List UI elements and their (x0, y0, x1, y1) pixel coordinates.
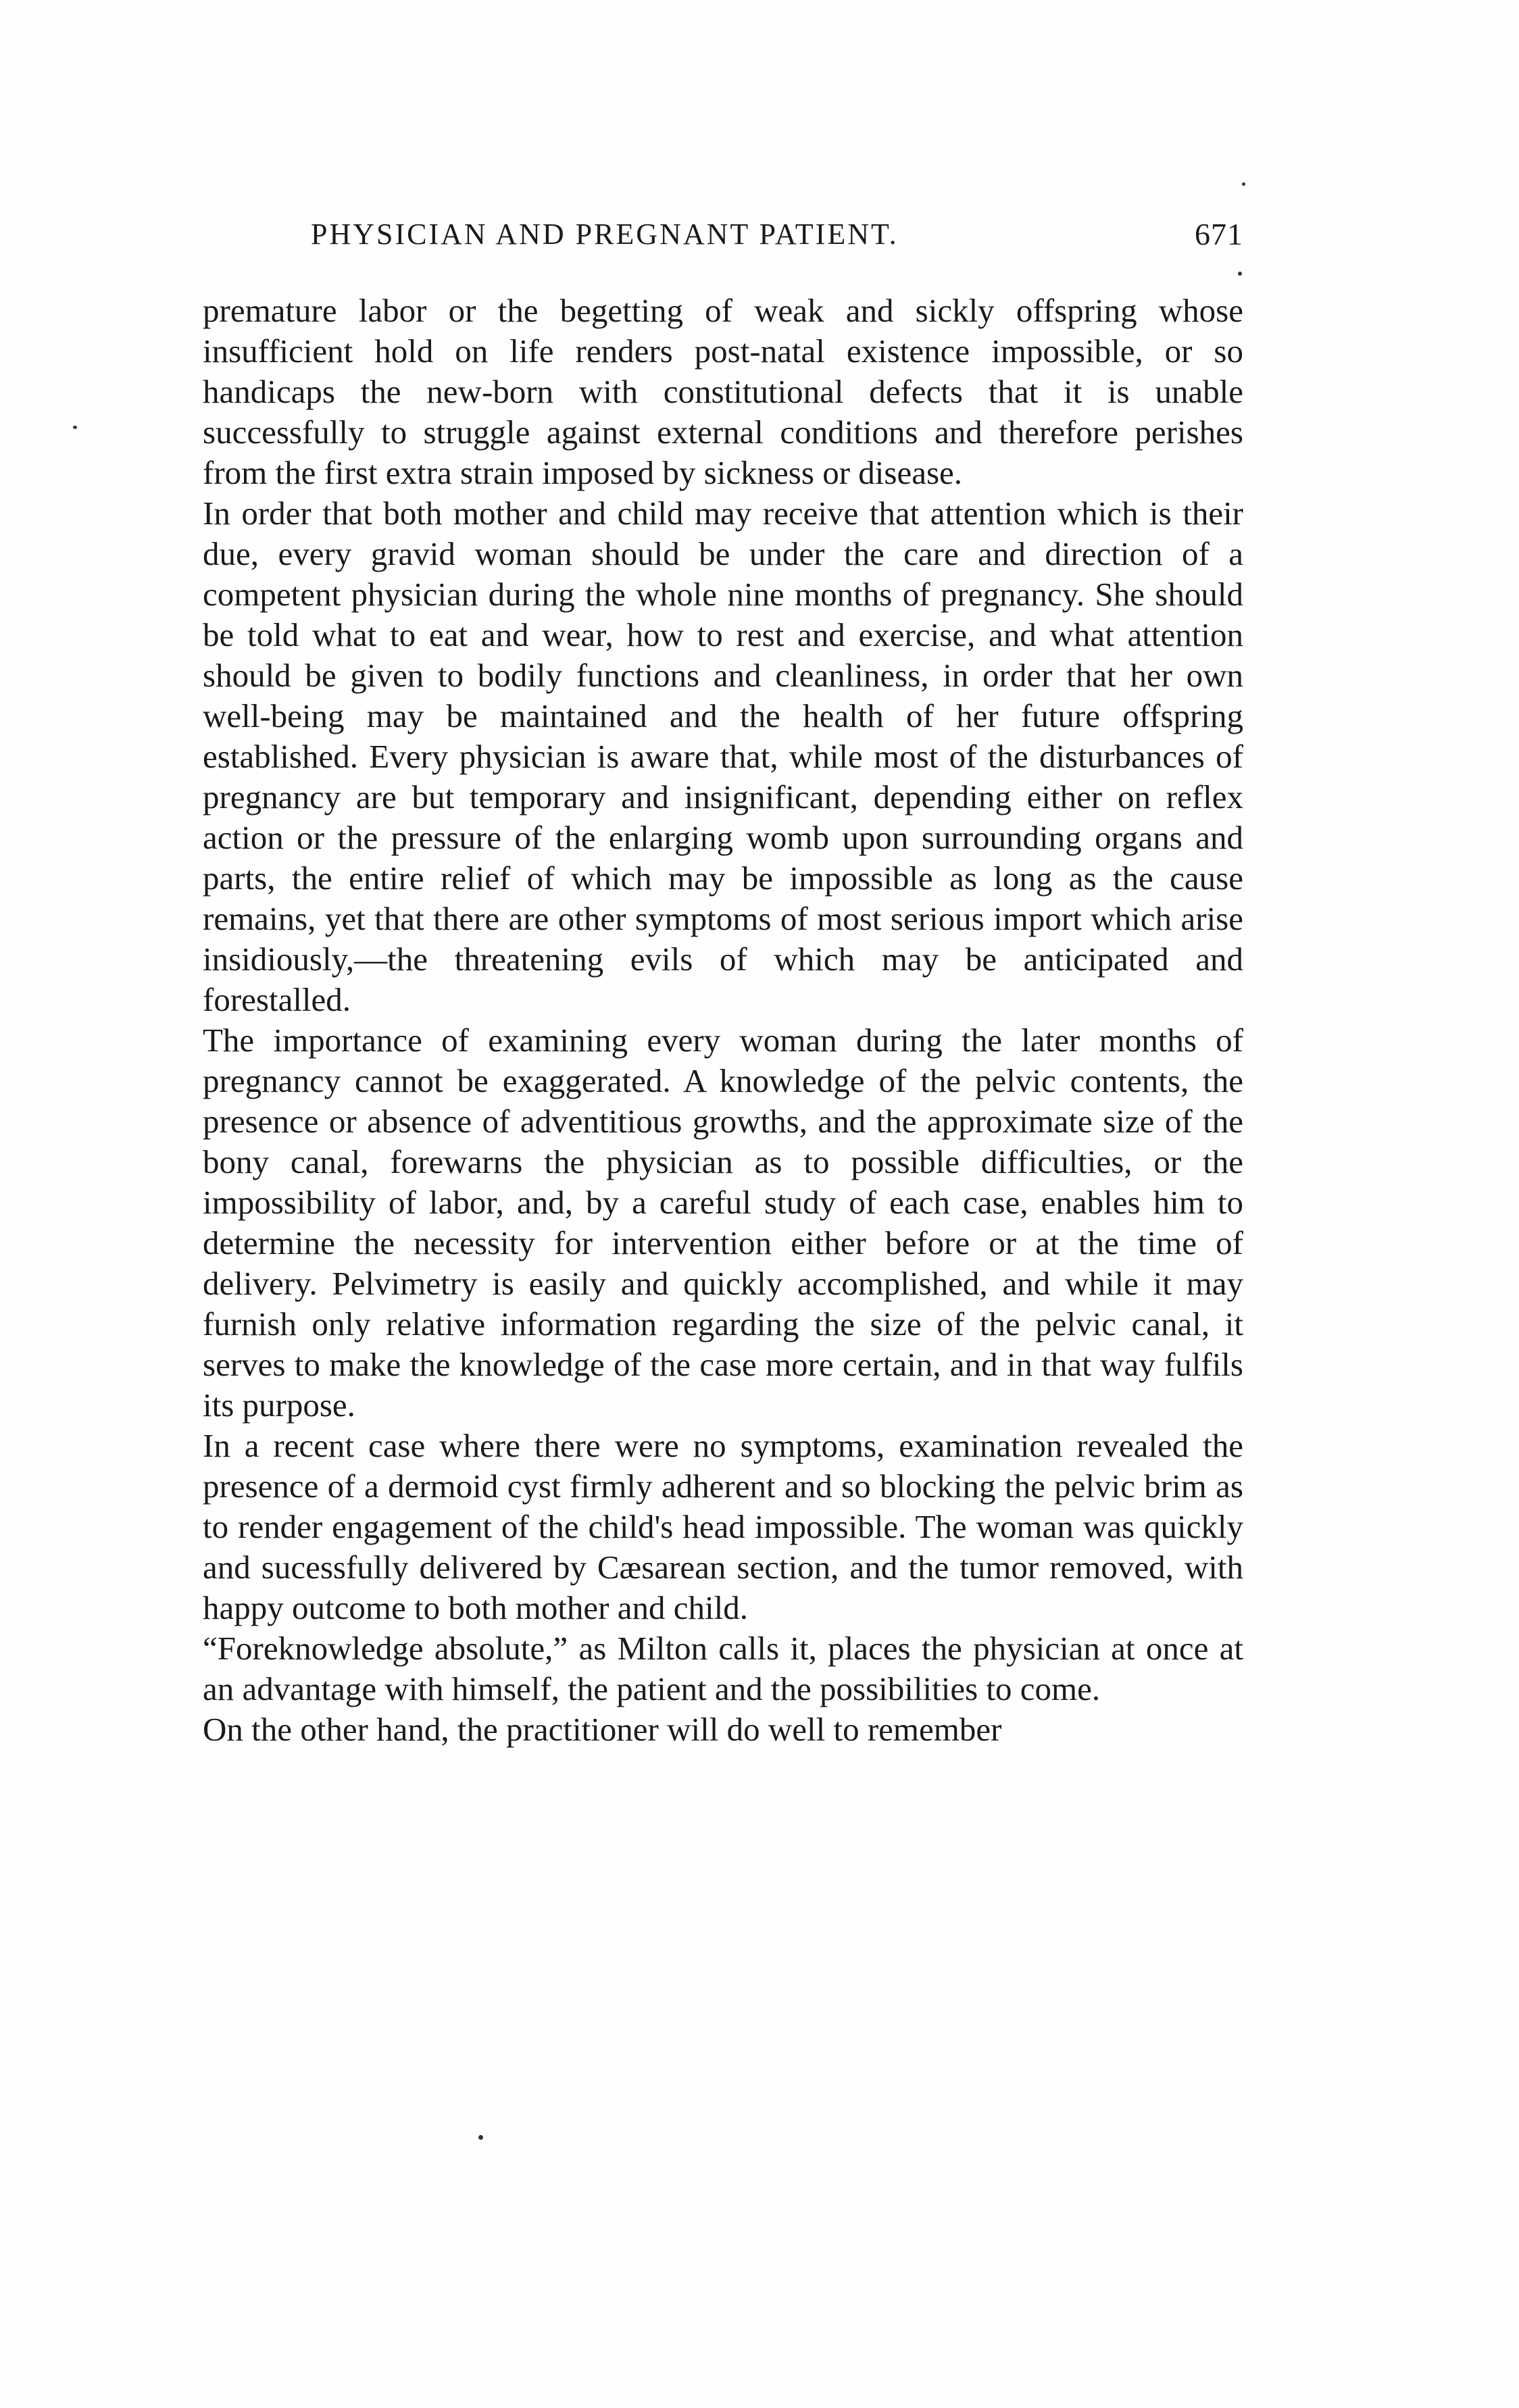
paragraph-1: premature labor or the begetting of weak and sickly offspring whose insufficient hold on life renders post-natal existence impossible, or so handicaps the new-born with constitutional defects that it is unable successfully to struggle against external conditions and therefore perishes from the first extra strain imposed by sickness or disease. (203, 292, 1243, 491)
paragraph-2: In order that both mother and child may receive that attention which is their due, every gravid woman should be under the care and direction of a competent physician during the whole nine months of pregnancy. She should be told what to eat and wear, how to rest and exercise, and what attention should be given to bodily functions and cleanliness, in order that her own well-being may be maintained and the health of her future offspring established. Every physician is aware that, while most of the disturbances of pregnancy are but temporary and insignificant, depending either on reflex action or the pressure of the enlarging womb upon surrounding organs and parts, the entire relief of which may be impossible as long as the cause remains, yet that there are other symptoms of most serious import which arise insidiously,—the threatening evils of which may be anticipated and forestalled. (203, 495, 1243, 1018)
page-number: 671 (1195, 217, 1243, 251)
paragraph-6: On the other hand, the practitioner will do well to remember (203, 1711, 1002, 1748)
ink-speck (73, 426, 77, 429)
paragraph-5: “Foreknowledge absolute,” as Milton calls it, places the physician at once at an advantage with himself, the patient and the possibilities to come. (203, 1630, 1243, 1707)
running-head (203, 211, 1243, 265)
running-title: PHYSICIAN AND PREGNANT PATIENT. (311, 218, 899, 251)
ink-speck (1242, 182, 1245, 186)
paragraph-4: In a recent case where there were no symptoms, examination revealed the presence of a dermoid cyst firmly adherent and so blocking the pelvic brim as to render engagement of the child's head impossible. The woman was quickly and sucessfully delivered by Cæsarean section, and the tumor removed, with happy outcome to both mother and child. (203, 1427, 1243, 1626)
body-text (203, 291, 1243, 1750)
ink-speck (1238, 272, 1242, 276)
paragraph-3: The importance of examining every woman during the later months of pregnancy cannot be exaggerated. A knowledge of the pelvic contents, the presence or absence of adventitious growths, and the approximate size of the bony canal, forewarns the physician as to possible difficulties, or the impossibility of labor, and, by a careful study of each case, enables him to determine the necessity for intervention either before or at the time of delivery. Pelvimetry is easily and quickly accomplished, and while it may furnish only relative information regarding the size of the pelvic canal, it serves to make the knowledge of the case more certain, and in that way fulfils its purpose. (203, 1022, 1243, 1424)
ink-speck (478, 2135, 483, 2140)
